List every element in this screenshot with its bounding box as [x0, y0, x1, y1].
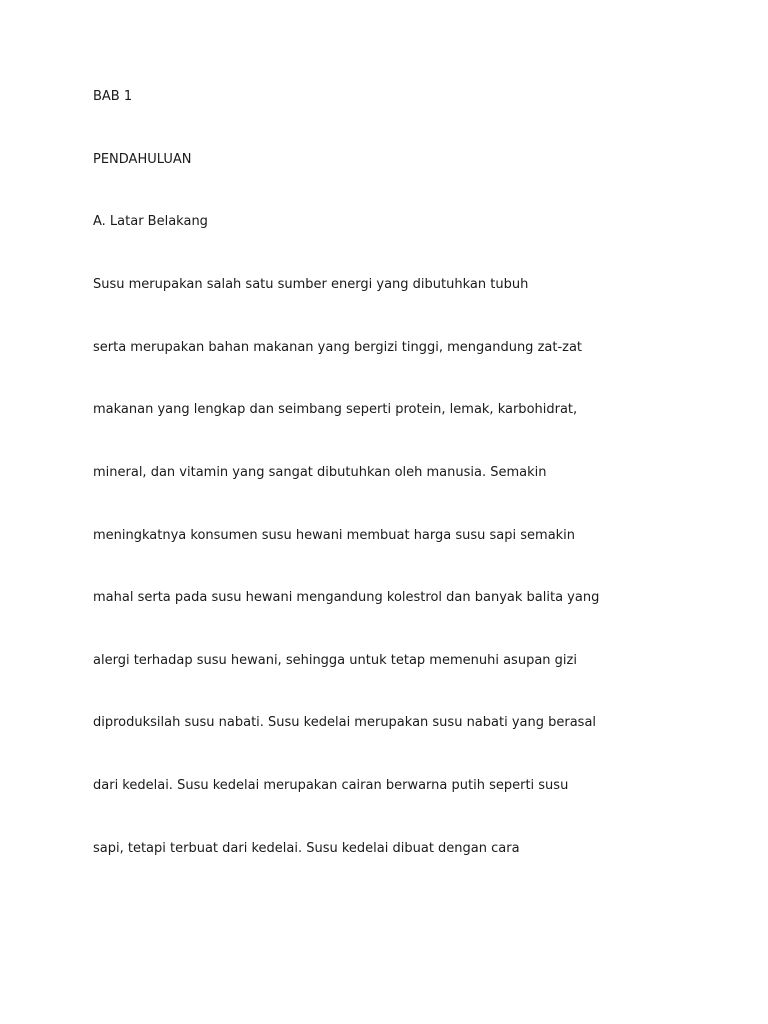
section-heading: A. Latar Belakang — [93, 214, 208, 229]
paragraph-line: diproduksilah susu nabati. Susu kedelai merupakan susu nabati yang berasal — [93, 715, 597, 730]
paragraph-line: dari kedelai. Susu kedelai merupakan cairan berwarna putih seperti susu — [93, 778, 569, 793]
paragraph-line: Susu merupakan salah satu sumber energi yang dibutuhkan tubuh — [93, 277, 529, 292]
paragraph-line: mineral, dan vitamin yang sangat dibutuhkan oleh manusia. Semakin — [93, 465, 547, 480]
chapter-title: PENDAHULUAN — [93, 152, 192, 167]
paragraph-line: sapi, tetapi terbuat dari kedelai. Susu kedelai dibuat dengan cara — [93, 841, 520, 856]
paragraph-line: alergi terhadap susu hewani, sehingga untuk tetap memenuhi asupan gizi — [93, 653, 577, 668]
paragraph-line: makanan yang lengkap dan seimbang seperti protein, lemak, karbohidrat, — [93, 402, 578, 417]
paragraph-line: meningkatnya konsumen susu hewani membuat harga susu sapi semakin — [93, 528, 576, 543]
chapter-number: BAB 1 — [93, 89, 133, 104]
paragraph-line: mahal serta pada susu hewani mengandung kolestrol dan banyak balita yang — [93, 590, 600, 605]
paragraph-line: serta merupakan bahan makanan yang bergizi tinggi, mengandung zat-zat — [93, 340, 583, 355]
